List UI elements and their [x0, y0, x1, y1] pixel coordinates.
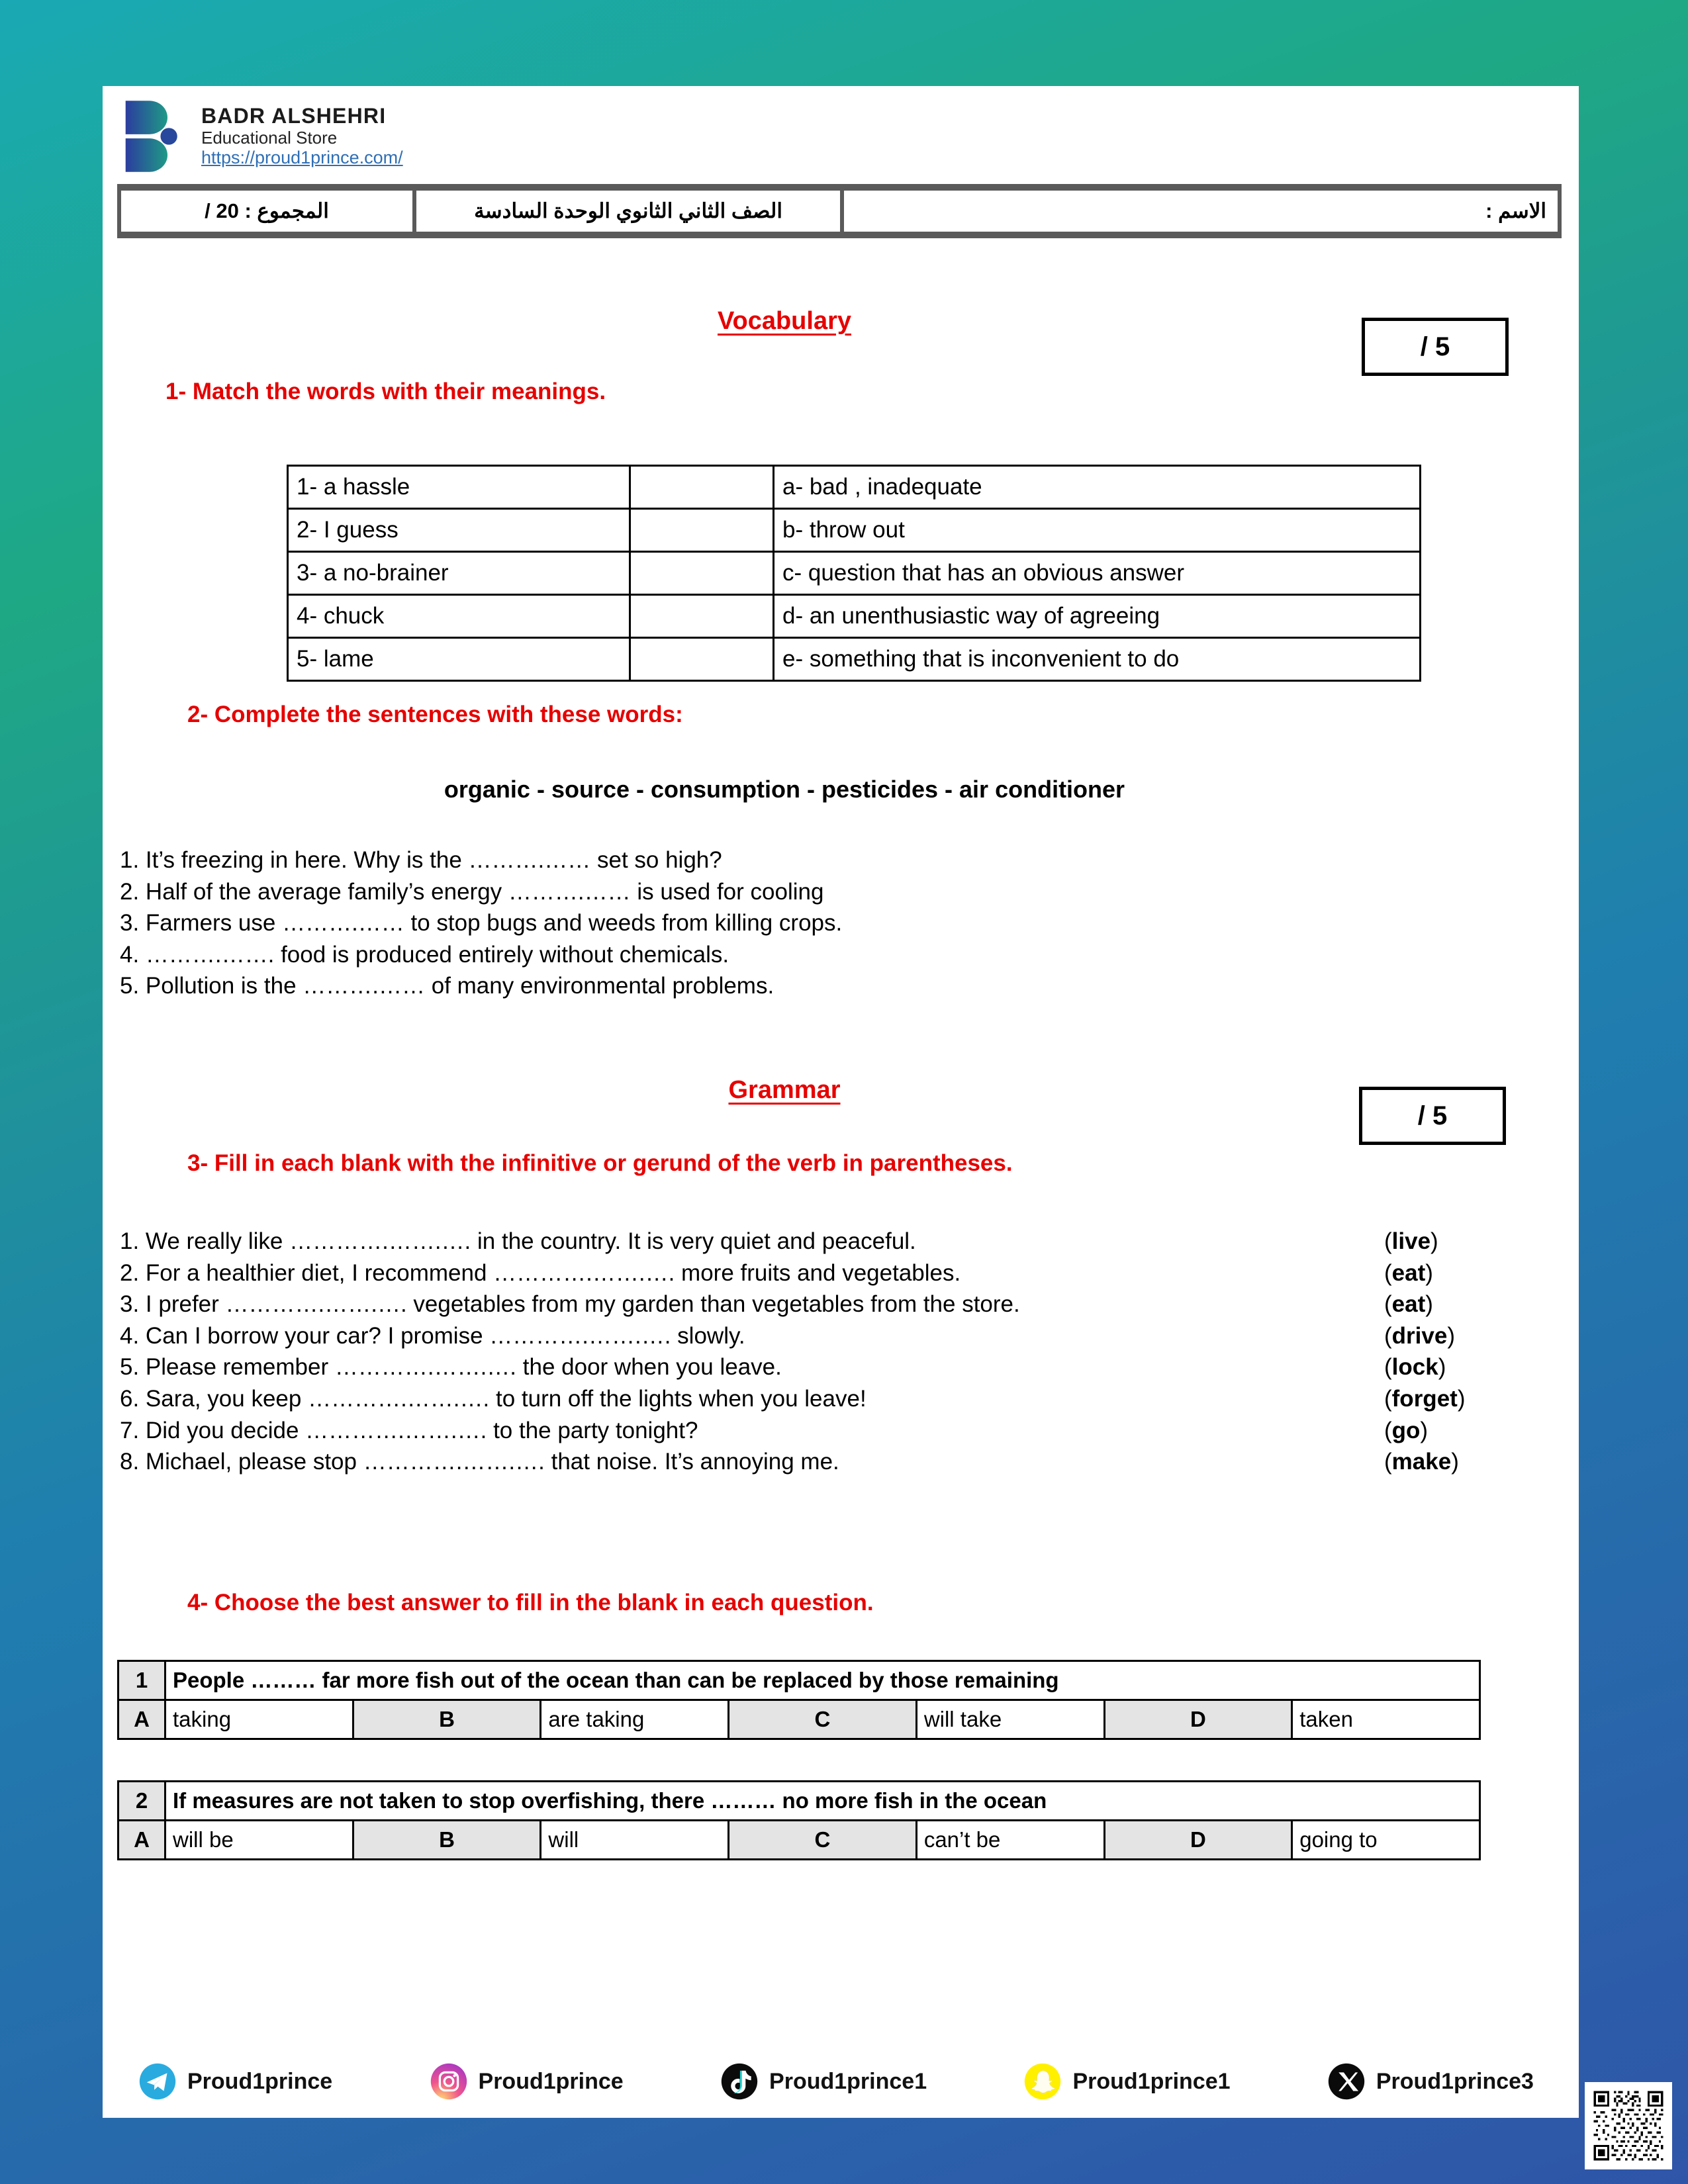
social-link-snapchat[interactable] — [1023, 2062, 1230, 2101]
match-definition-cell: a- bad , inadequate — [774, 466, 1421, 509]
brand-name: BADR ALSHEHRI — [201, 104, 387, 128]
social-label: Proud1prince1 — [1072, 2068, 1231, 2094]
mcq-question-text: If measures are not taken to stop overfishing, there ……… no more fish in the ocean — [165, 1782, 1480, 1821]
verb-hint: (live) — [1384, 1228, 1438, 1254]
match-answer-cell[interactable] — [630, 638, 774, 681]
sentence-text: 7. Did you decide ………….…….…. to the party tonight? — [120, 1417, 698, 1443]
table-row — [288, 466, 1421, 509]
mcq-option-text[interactable]: can’t be — [916, 1821, 1104, 1860]
instagram-icon — [430, 2062, 468, 2101]
mcq-option-letter[interactable]: B — [353, 1821, 541, 1860]
student-name-field[interactable]: الاسم : — [844, 191, 1558, 232]
brand-header — [119, 98, 403, 175]
qr-code-icon[interactable] — [1585, 2082, 1672, 2169]
mcq-option-letter[interactable]: C — [729, 1821, 917, 1860]
match-answer-cell[interactable] — [630, 595, 774, 638]
snapchat-icon — [1023, 2062, 1062, 2101]
word-bank: organic - source - consumption - pesticides - air conditioner — [444, 776, 1125, 803]
table-row — [288, 509, 1421, 552]
mcq-option-letter[interactable]: C — [729, 1700, 917, 1739]
mcq-option-letter[interactable]: A — [118, 1821, 165, 1860]
match-definition-cell: d- an unenthusiastic way of agreeing — [774, 595, 1421, 638]
brand-url[interactable]: https://proud1prince.com/ — [201, 148, 403, 168]
table-row — [118, 1661, 1480, 1700]
list-item — [120, 1415, 1517, 1447]
verb-hint: (eat) — [1384, 1291, 1433, 1318]
match-definition-cell: b- throw out — [774, 509, 1421, 552]
list-item: 1. It’s freezing in here. Why is the ……….…… set so high? — [120, 847, 722, 873]
total-score-field[interactable]: المجموع : 20 / — [121, 191, 412, 232]
match-word-cell: 1- a hassle — [288, 466, 630, 509]
social-label: Proud1prince — [478, 2068, 624, 2094]
list-item — [120, 1289, 1517, 1320]
social-links-footer — [121, 2062, 1551, 2101]
x-twitter-icon — [1327, 2062, 1366, 2101]
match-answer-cell[interactable] — [630, 466, 774, 509]
list-item — [120, 1226, 1517, 1257]
match-word-cell: 3- a no-brainer — [288, 552, 630, 595]
list-item — [120, 1320, 1517, 1352]
verb-hint: (lock) — [1384, 1354, 1446, 1381]
brand-subtitle: Educational Store — [201, 128, 338, 148]
mcq-option-letter[interactable]: D — [1104, 1700, 1292, 1739]
list-item: 5. Pollution is the ……….…… of many environmental problems. — [120, 973, 774, 999]
verb-hint: (go) — [1384, 1417, 1429, 1443]
table-row — [288, 552, 1421, 595]
question-4-heading: 4- Choose the best answer to fill in the blank in each question. — [187, 1590, 874, 1615]
grammar-section-title: Grammar — [728, 1076, 841, 1104]
question-2-heading: 2- Complete the sentences with these words: — [187, 702, 683, 727]
worksheet-page — [103, 86, 1579, 2118]
social-link-instagram[interactable] — [430, 2062, 624, 2101]
social-label: Proud1prince1 — [769, 2068, 927, 2094]
table-row — [118, 1821, 1480, 1860]
verb-hint: (eat) — [1384, 1259, 1433, 1286]
sentence-text: 2. For a healthier diet, I recommend ………….…….…. more fruits and vegetables. — [120, 1259, 961, 1286]
table-row — [288, 638, 1421, 681]
match-definition-cell: c- question that has an obvious answer — [774, 552, 1421, 595]
mcq-question-number: 1 — [118, 1661, 165, 1700]
mcq-option-text[interactable]: will take — [916, 1700, 1104, 1739]
mcq-option-text[interactable]: taken — [1292, 1700, 1480, 1739]
question-1-heading: 1- Match the words with their meanings. — [165, 379, 606, 404]
match-word-cell: 2- I guess — [288, 509, 630, 552]
table-row — [118, 1782, 1480, 1821]
question-2-sentences — [120, 844, 1510, 1002]
match-answer-cell[interactable] — [630, 552, 774, 595]
match-word-cell: 5- lame — [288, 638, 630, 681]
table-row — [118, 1700, 1480, 1739]
social-label: Proud1prince — [187, 2068, 333, 2094]
vocabulary-score-box[interactable]: / 5 — [1362, 318, 1509, 376]
mcq-question-1-table — [117, 1660, 1481, 1740]
mcq-body — [118, 1782, 1480, 1860]
sentence-text: 3. I prefer ………….…….…. vegetables from my garden than vegetables from the store. — [120, 1291, 1020, 1318]
list-item: 4. ……….……. food is produced entirely without chemicals. — [120, 941, 729, 968]
list-item — [120, 1257, 1517, 1289]
match-word-cell: 4- chuck — [288, 595, 630, 638]
social-label: Proud1prince3 — [1376, 2068, 1534, 2094]
list-item: 3. Farmers use ……….…… to stop bugs and weeds from killing crops. — [120, 910, 843, 936]
qr-code-svg — [1591, 2089, 1665, 2163]
sentence-text: 6. Sara, you keep ………….…….…. to turn off the lights when you leave! — [120, 1385, 867, 1412]
list-item — [120, 1446, 1517, 1478]
telegram-icon — [138, 2062, 177, 2101]
tiktok-icon — [720, 2062, 759, 2101]
verb-hint: (forget) — [1384, 1385, 1466, 1412]
verb-hint: (make) — [1384, 1449, 1459, 1475]
mcq-question-number: 2 — [118, 1782, 165, 1821]
social-link-tiktok[interactable] — [720, 2062, 927, 2101]
grade-unit-label: الصف الثاني الثانوي الوحدة السادسة — [416, 191, 840, 232]
mcq-option-text[interactable]: are taking — [541, 1700, 729, 1739]
mcq-option-text[interactable]: will — [541, 1821, 729, 1860]
list-item: 2. Half of the average family’s energy ……….…… is used for cooling — [120, 878, 824, 905]
list-item — [120, 1351, 1517, 1383]
sentence-text: 1. We really like ………….…….…. in the country. It is very quiet and peaceful. — [120, 1228, 916, 1254]
mcq-option-letter[interactable]: A — [118, 1700, 165, 1739]
bb-monogram-logo-icon — [119, 98, 191, 175]
mcq-question-2-table — [117, 1780, 1481, 1860]
list-item — [120, 1383, 1517, 1415]
social-link-telegram[interactable] — [138, 2062, 332, 2101]
match-answer-cell[interactable] — [630, 509, 774, 552]
grammar-score-box[interactable]: / 5 — [1359, 1087, 1506, 1145]
social-link-x[interactable] — [1327, 2062, 1534, 2101]
match-definition-cell: e- something that is inconvenient to do — [774, 638, 1421, 681]
sentence-text: 5. Please remember ………….…….…. the door when you leave. — [120, 1354, 782, 1381]
mcq-question-text: People ……… far more fish out of the ocean than can be replaced by those remaining — [165, 1661, 1480, 1700]
question-3-sentences — [120, 1226, 1517, 1478]
mcq-body — [118, 1661, 1480, 1739]
mcq-option-letter[interactable]: D — [1104, 1821, 1292, 1860]
mcq-option-text[interactable]: will be — [165, 1821, 353, 1860]
match-words-table — [287, 465, 1421, 682]
question-3-heading: 3- Fill in each blank with the infinitive or gerund of the verb in parentheses. — [187, 1150, 1013, 1176]
verb-hint: (drive) — [1384, 1322, 1455, 1349]
student-info-bar — [117, 184, 1562, 238]
match-table-body — [288, 466, 1421, 681]
mcq-option-text[interactable]: taking — [165, 1700, 353, 1739]
sentence-text: 4. Can I borrow your car? I promise ………….…….…. slowly. — [120, 1322, 745, 1349]
table-row — [288, 595, 1421, 638]
mcq-option-text[interactable]: going to — [1292, 1821, 1480, 1860]
mcq-option-letter[interactable]: B — [353, 1700, 541, 1739]
vocabulary-section-title: Vocabulary — [717, 307, 852, 335]
sentence-text: 8. Michael, please stop ………….…….…. that noise. It’s annoying me. — [120, 1449, 839, 1475]
